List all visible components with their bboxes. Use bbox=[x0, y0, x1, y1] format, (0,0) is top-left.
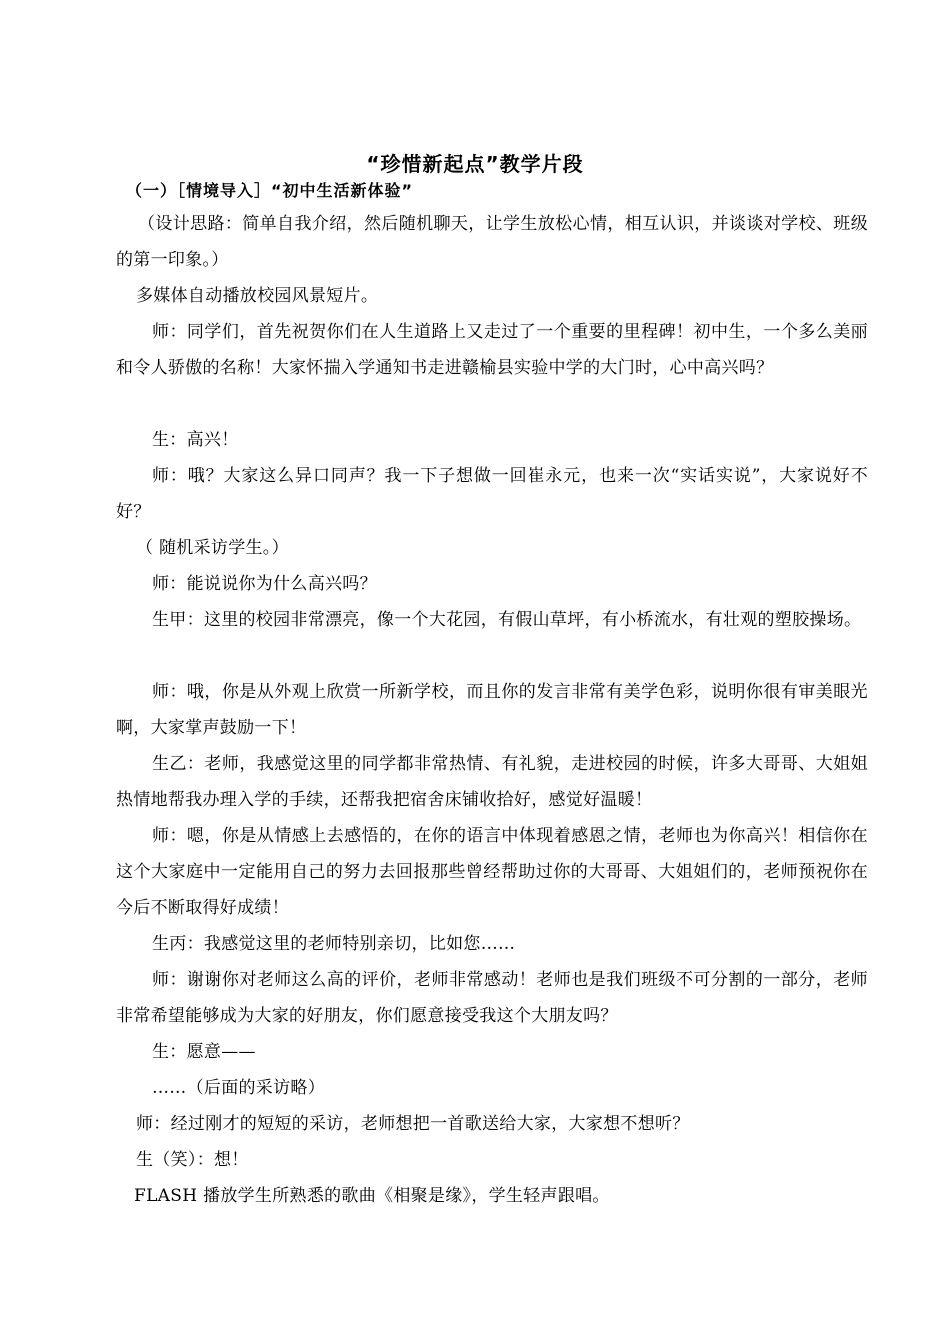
section-heading: （一）［情境导入］“初中生活新体验” bbox=[126, 181, 414, 200]
paragraph-student-a: 生甲：这里的校园非常漂亮，像一个大花园，有假山草坪，有小桥流水，有壮观的塑胶操场。 bbox=[152, 610, 862, 630]
paragraph-student-2: 生：愿意—— bbox=[152, 1042, 256, 1062]
paragraph-teacher-3: 师：能说说你为什么高兴吗？ bbox=[152, 574, 377, 594]
paragraph-teacher-2: 师：哦？大家这么异口同声？我一下子想做一回崔永元，也来一次“实话实说”，大家说好不好？ bbox=[116, 466, 868, 522]
paragraph-teacher-7: 师：经过刚才的短短的采访，老师想把一首歌送给大家，大家想不想听？ bbox=[136, 1114, 690, 1134]
paragraph-teacher-4: 师：哦，你是从外观上欣赏一所新学校，而且你的发言非常有美学色彩，说明你很有审美眼光啊，大家掌声鼓励一下！ bbox=[116, 682, 868, 738]
paragraph-design-idea: （设计思路：简单自我介绍，然后随机聊天，让学生放松心情，相互认识，并谈谈对学校、班级的第一印象。） bbox=[116, 214, 868, 270]
paragraph-student-1: 生：高兴！ bbox=[152, 430, 239, 450]
paragraph-flash: FLASH 播放学生所熟悉的歌曲《相聚是缘》，学生轻声跟唱。 bbox=[134, 1186, 610, 1206]
paragraph-teacher-6: 师：谢谢你对老师这么高的评价，老师非常感动！老师也是我们班级不可分割的一部分，老师非常希望能够成为大家的好朋友，你们愿意接受我这个大朋友吗？ bbox=[116, 970, 868, 1026]
paragraph-omitted: ……（后面的采访略） bbox=[152, 1078, 325, 1098]
paragraph-student-3: 生（笑）：想！ bbox=[136, 1150, 249, 1170]
document-title: “珍惜新起点”教学片段 bbox=[366, 152, 584, 176]
paragraph-student-b: 生乙：老师，我感觉这里的同学都非常热情、有礼貌，走进校园的时候，许多大哥哥、大姐姐热情地帮我办理入学的手续，还帮我把宿舍床铺收拾好，感觉好温暖！ bbox=[116, 754, 868, 810]
paragraph-teacher-1: 师：同学们，首先祝贺你们在人生道路上又走过了一个重要的里程碑！初中生，一个多么美丽和令人骄傲的名称！大家怀揣入学通知书走进赣榆县实验中学的大门时，心中高兴吗？ bbox=[116, 322, 868, 378]
paragraph-interview-note: （ 随机采访学生。） bbox=[136, 538, 289, 558]
paragraph-teacher-5: 师：嗯，你是从情感上去感悟的，在你的语言中体现着感恩之情，老师也为你高兴！相信你在这个大家庭中一定能用自己的努力去回报那些曾经帮助过你的大哥哥、大姐姐们的，老师预祝你在今后不断取得好成绩！ bbox=[116, 826, 868, 918]
paragraph-student-c: 生丙：我感觉这里的老师特别亲切，比如您…… bbox=[152, 934, 516, 954]
paragraph-multimedia: 多媒体自动播放校园风景短片。 bbox=[136, 286, 379, 306]
